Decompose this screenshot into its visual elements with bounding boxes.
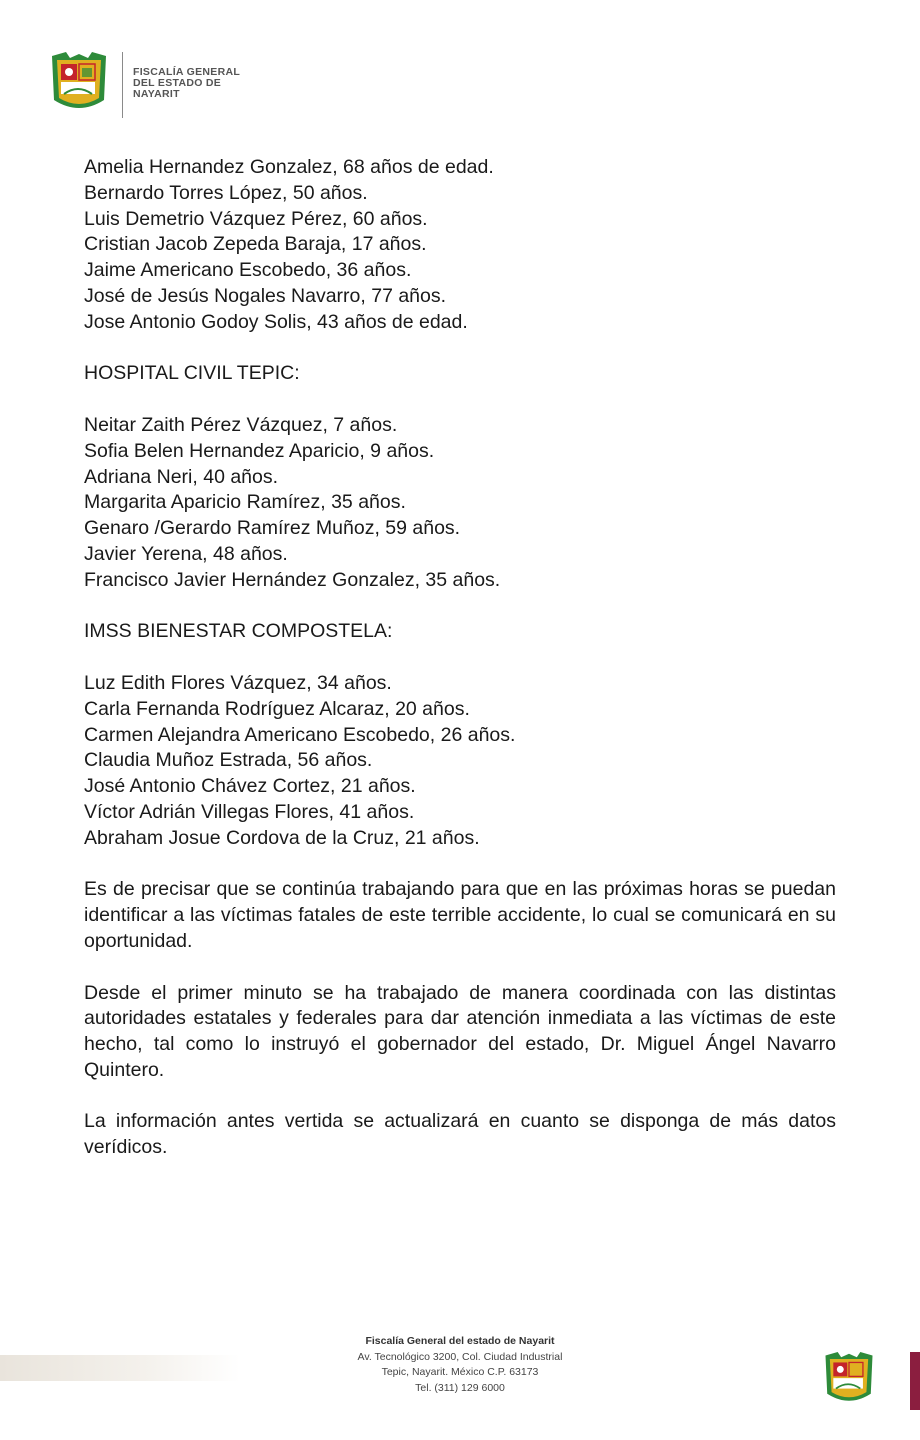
list-item: Genaro /Gerardo Ramírez Muñoz, 59 años. bbox=[84, 517, 461, 540]
list-item: Cristian Jacob Zepeda Baraja, 17 años. bbox=[84, 233, 427, 256]
list-item: José Antonio Chávez Cortez, 21 años. bbox=[84, 775, 416, 798]
org-name-line: DEL ESTADO DE bbox=[133, 77, 222, 89]
list-item: Jaime Americano Escobedo, 36 años. bbox=[84, 259, 412, 282]
list-item: Víctor Adrián Villegas Flores, 41 años. bbox=[84, 800, 415, 823]
list-item: Adriana Neri, 40 años. bbox=[84, 465, 279, 488]
list-item: Margarita Aparicio Ramírez, 35 años. bbox=[84, 491, 406, 514]
paragraph-update-notice: La información antes vertida se actualizará en cuanto se disponga de más datos verídicos. bbox=[84, 1110, 836, 1159]
list-item: Luis Demetrio Vázquez Pérez, 60 años. bbox=[84, 207, 428, 230]
section-heading-hospital-civil: HOSPITAL CIVIL TEPIC: bbox=[84, 362, 300, 385]
list-item: Neitar Zaith Pérez Vázquez, 7 años. bbox=[84, 413, 398, 436]
letterhead bbox=[48, 50, 240, 122]
org-name bbox=[133, 67, 240, 100]
list-item: José de Jesús Nogales Navarro, 77 años. bbox=[84, 284, 447, 307]
paragraph-coordination: Desde el primer minuto se ha trabajado de manera coordinada con las distintas autoridades estatales y federales para dar atención inmediata a las víctimas de este hecho, tal como lo instruyó el gobernador del estado, Dr. Miguel Ángel Navarro Quintero. bbox=[84, 981, 836, 1081]
footer-accent-bar bbox=[910, 1352, 920, 1410]
victims-list-imss bbox=[84, 671, 836, 852]
paragraph-identification: Es de precisar que se continúa trabajando para que en las próximas horas se puedan identificar a las víctimas fatales de este terrible accidente, lo cual se comunicará en su oportunidad. bbox=[84, 878, 836, 952]
document-body bbox=[84, 155, 836, 1161]
nayarit-crest-icon bbox=[48, 50, 110, 116]
footer-address-line: Tepic, Nayarit. México C.P. 63173 bbox=[381, 1366, 539, 1378]
footer-phone: Tel. (311) 129 6000 bbox=[415, 1381, 505, 1394]
footer-address-line: Av. Tecnológico 3200, Col. Ciudad Industrial bbox=[357, 1350, 563, 1363]
victims-list-intro bbox=[84, 155, 836, 336]
footer-crest-icon bbox=[822, 1350, 876, 1408]
victims-list-hospital-civil bbox=[84, 413, 836, 594]
list-item: Javier Yerena, 48 años. bbox=[84, 542, 288, 565]
org-name-line: FISCALÍA GENERAL bbox=[133, 66, 241, 78]
section-heading-imss: IMSS BIENESTAR COMPOSTELA: bbox=[84, 620, 393, 643]
list-item: Abraham Josue Cordova de la Cruz, 21 años. bbox=[84, 826, 480, 849]
list-item: Carla Fernanda Rodríguez Alcaraz, 20 años. bbox=[84, 697, 470, 720]
org-name-line: NAYARIT bbox=[133, 88, 180, 100]
list-item: Luz Edith Flores Vázquez, 34 años. bbox=[84, 671, 392, 694]
list-item: Amelia Hernandez Gonzalez, 68 años de edad. bbox=[84, 156, 494, 178]
list-item: Francisco Javier Hernández Gonzalez, 35 años. bbox=[84, 568, 501, 591]
header-divider bbox=[122, 52, 123, 118]
footer-decorative-band bbox=[0, 1355, 240, 1381]
list-item: Carmen Alejandra Americano Escobedo, 26 años. bbox=[84, 723, 516, 746]
list-item: Jose Antonio Godoy Solis, 43 años de edad. bbox=[84, 310, 468, 333]
list-item: Sofia Belen Hernandez Aparicio, 9 años. bbox=[84, 439, 435, 462]
footer-title: Fiscalía General del estado de Nayarit bbox=[365, 1335, 555, 1347]
list-item: Claudia Muñoz Estrada, 56 años. bbox=[84, 749, 373, 772]
list-item: Bernardo Torres López, 50 años. bbox=[84, 181, 368, 204]
footer-address bbox=[300, 1334, 620, 1396]
